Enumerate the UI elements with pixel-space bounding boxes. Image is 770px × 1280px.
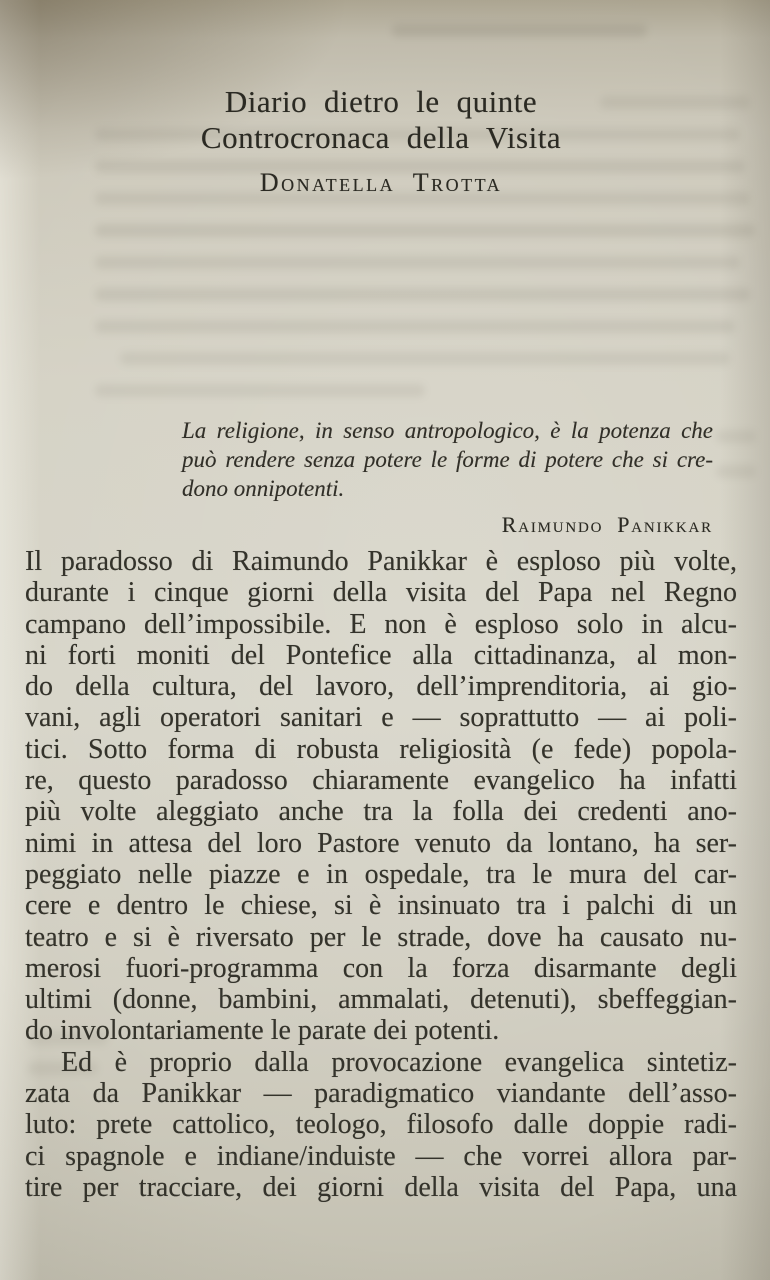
ghost-showthrough-line [95, 224, 755, 237]
chapter-author: Donatella Trotta [259, 168, 503, 197]
body-line: ultimi (donne, bambini, ammalati, detenuti), sbeffeggian- [25, 984, 737, 1016]
epigraph-line: può rendere senza potere le forme di potere che si cre- [182, 447, 713, 472]
ghost-showthrough-line [95, 256, 740, 269]
body-line: do della cultura, del lavoro, dell’imprenditoria, ai gio- [25, 671, 737, 703]
ghost-showthrough-line [95, 288, 750, 301]
body-line: ci spagnole e indiane/induiste — che vorrei allora par- [25, 1140, 737, 1172]
body-line: campano dell’impossibile. E non è esploso solo in alcu- [25, 608, 737, 640]
body-line: vani, agli operatori sanitari e — soprattutto — ai poli- [25, 702, 737, 734]
epigraph [182, 416, 713, 539]
body-line: tire per tracciare, dei giorni della visita del Papa, una [25, 1171, 737, 1203]
body-line: merosi fuori-programma con la forza disarmante degli [25, 952, 737, 984]
chapter-title-line-1: Diario dietro le quinte [224, 84, 538, 119]
body-line: Il paradosso di Raimundo Panikkar è esploso più volte, [25, 546, 737, 577]
ghost-showthrough-line [392, 24, 647, 37]
chapter-title-line-2: Controcronaca della Visita [200, 120, 562, 155]
ghost-showthrough-line [95, 384, 425, 397]
body-line: più volte aleggiato anche tra la folla dei credenti ano- [25, 796, 737, 828]
body-line: Ed è proprio dalla provocazione evangelica sintetiz- [61, 1046, 737, 1078]
body-text [25, 546, 737, 1203]
epigraph-attribution: Raimundo Panikkar [501, 512, 713, 537]
body-line: tici. Sotto forma di robusta religiosità (e fede) popola- [25, 733, 737, 765]
body-line: cere e dentro le chiese, si è insinuato tra i palchi di un [25, 890, 737, 922]
body-line: zata da Panikkar — paradigmatico viandante dell’asso- [25, 1078, 737, 1110]
ghost-showthrough-line [716, 430, 756, 443]
body-line: nimi in attesa del loro Pastore venuto da lontano, ha ser- [25, 827, 737, 859]
epigraph-line: La religione, in senso antropologico, è la potenza che [182, 418, 713, 443]
body-line: luto: prete cattolico, teologo, filosofo dalle doppie radi- [25, 1109, 737, 1141]
ghost-showthrough-line [120, 352, 730, 365]
body-line: peggiato nelle piazze e in ospedale, tra le mura del car- [25, 858, 737, 890]
ghost-showthrough-line [716, 465, 756, 478]
ghost-showthrough-line [95, 320, 735, 333]
epigraph-line: dono onnipotenti. [182, 476, 345, 501]
body-line: ni forti moniti del Pontefice alla cittadinanza, al mon- [25, 639, 737, 671]
body-line: teatro e si è riversato per le strade, dove ha causato nu- [25, 921, 737, 953]
body-line: do involontariamente le parate dei potenti. [25, 1015, 500, 1047]
chapter-heading [25, 84, 737, 199]
body-line: re, questo paradosso chiaramente evangelico ha infatti [25, 765, 737, 797]
body-line: durante i cinque giorni della visita del Papa nel Regno [25, 577, 737, 609]
